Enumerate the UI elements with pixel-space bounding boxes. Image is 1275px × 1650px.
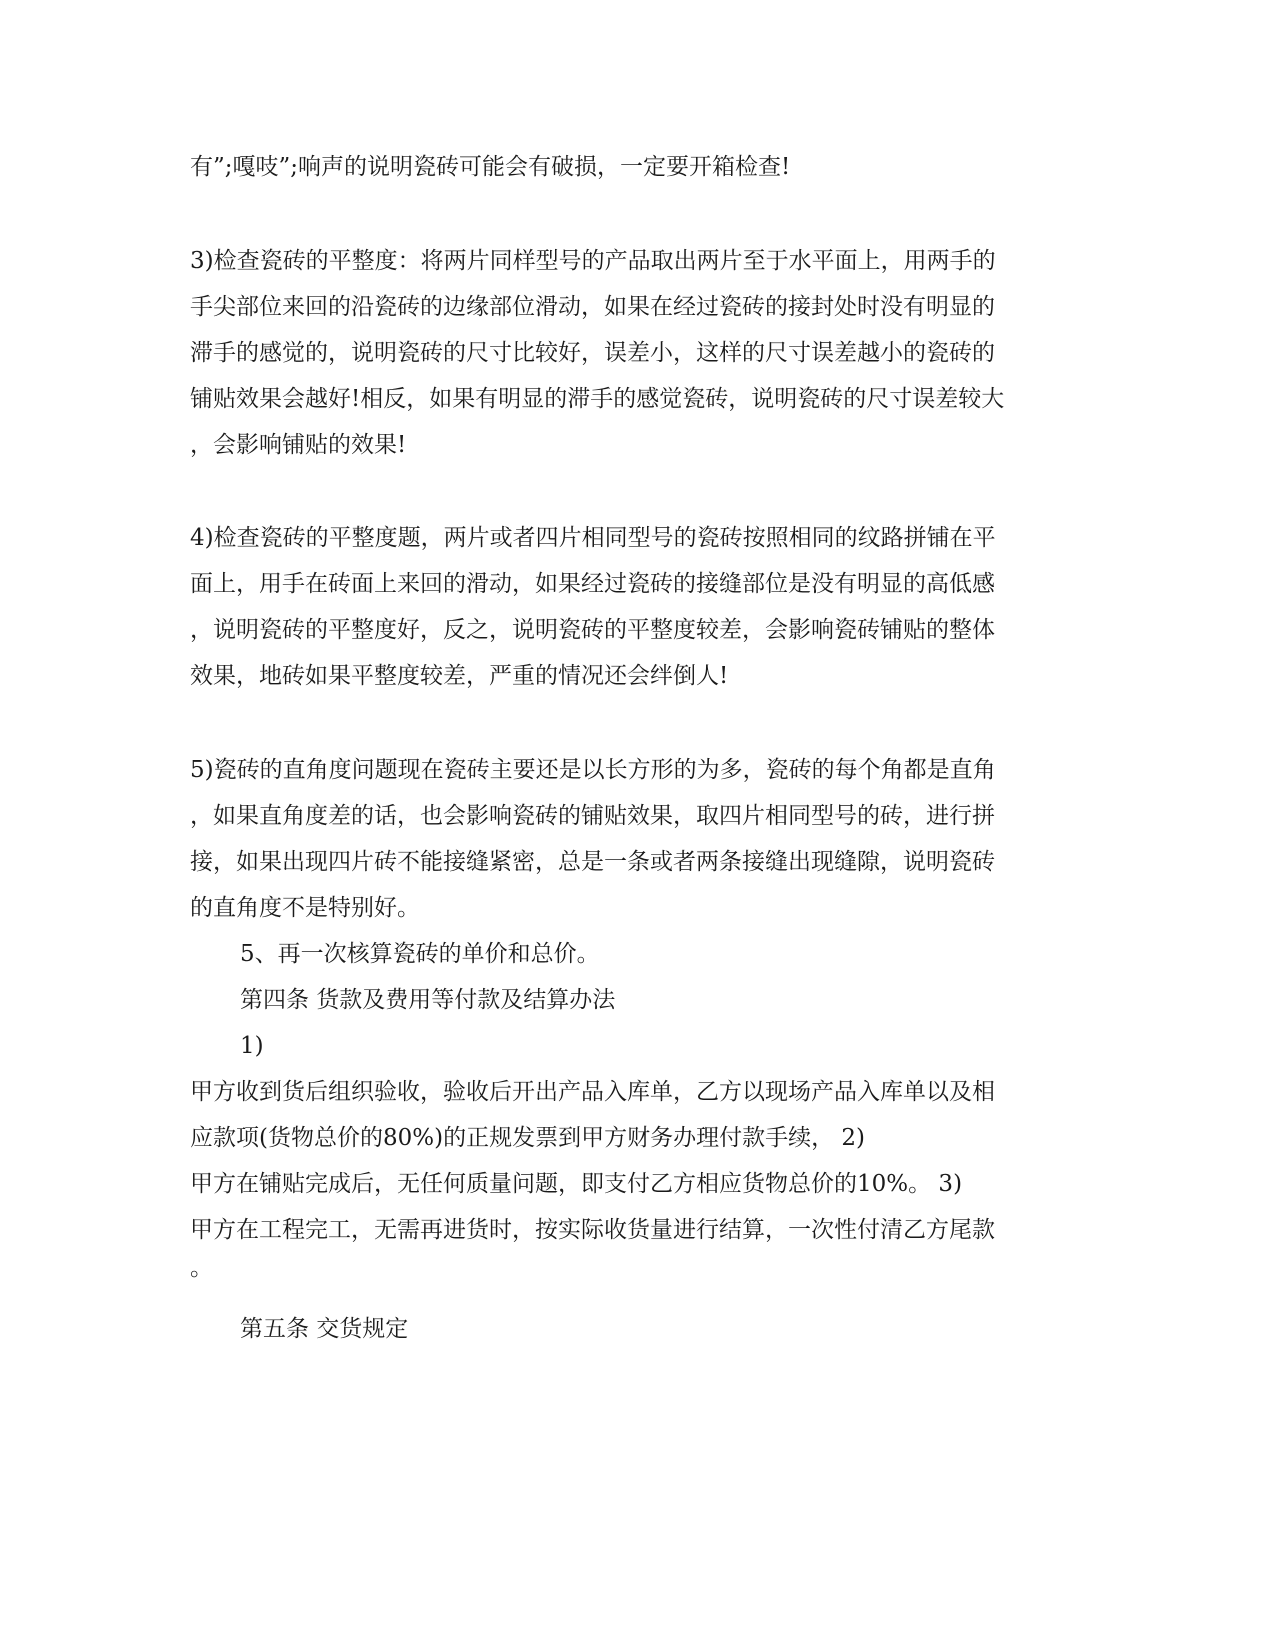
paragraph-4-line: 面上，用手在砖面上来回的滑动，如果经过瓷砖的接缝部位是没有明显的高低感: [190, 571, 995, 597]
step-5-line: 5、再一次核算瓷砖的单价和总价。: [240, 941, 600, 967]
payment-line: 应款项(货物总价的80%)的正规发票到甲方财务办理付款手续， 2): [190, 1125, 865, 1151]
paragraph-5-line: ，如果直角度差的话，也会影响瓷砖的铺贴效果，取四片相同型号的砖，进行拼: [190, 803, 995, 829]
clause-1-label: 1): [240, 1033, 264, 1059]
payment-line: 甲方在铺贴完成后，无任何质量问题，即支付乙方相应货物总价的10%。 3): [190, 1171, 963, 1197]
payment-line: 。: [190, 1255, 213, 1281]
text-line: 有”;嘎吱”;响声的说明瓷砖可能会有破损，一定要开箱检查!: [190, 154, 791, 180]
paragraph-4-line: ，说明瓷砖的平整度好，反之，说明瓷砖的平整度较差，会影响瓷砖铺贴的整体: [190, 617, 995, 643]
paragraph-5-line: 的直角度不是特别好。: [190, 895, 420, 921]
article-5-heading: 第五条 交货规定: [240, 1316, 409, 1342]
paragraph-3-line: ，会影响铺贴的效果!: [190, 432, 407, 458]
paragraph-3-line: 3)检查瓷砖的平整度：将两片同样型号的产品取出两片至于水平面上，用两手的: [190, 248, 996, 274]
paragraph-3-line: 铺贴效果会越好!相反，如果有明显的滞手的感觉瓷砖，说明瓷砖的尺寸误差较大: [190, 386, 1005, 412]
article-4-heading: 第四条 货款及费用等付款及结算办法: [240, 987, 616, 1013]
paragraph-4-line: 4)检查瓷砖的平整度题，两片或者四片相同型号的瓷砖按照相同的纹路拼铺在平: [190, 525, 996, 551]
paragraph-5-line: 5)瓷砖的直角度问题现在瓷砖主要还是以长方形的为多，瓷砖的每个角都是直角: [190, 757, 996, 783]
payment-line: 甲方在工程完工，无需再进货时，按实际收货量进行结算，一次性付清乙方尾款: [190, 1217, 995, 1243]
paragraph-5-line: 接，如果出现四片砖不能接缝紧密，总是一条或者两条接缝出现缝隙，说明瓷砖: [190, 849, 995, 875]
paragraph-3-line: 滞手的感觉的，说明瓷砖的尺寸比较好，误差小，这样的尺寸误差越小的瓷砖的: [190, 340, 995, 366]
paragraph-3-line: 手尖部位来回的沿瓷砖的边缘部位滑动，如果在经过瓷砖的接封处时没有明显的: [190, 294, 995, 320]
payment-line: 甲方收到货后组织验收，验收后开出产品入库单，乙方以现场产品入库单以及相: [190, 1079, 995, 1105]
paragraph-4-line: 效果，地砖如果平整度较差，严重的情况还会绊倒人!: [190, 663, 729, 689]
